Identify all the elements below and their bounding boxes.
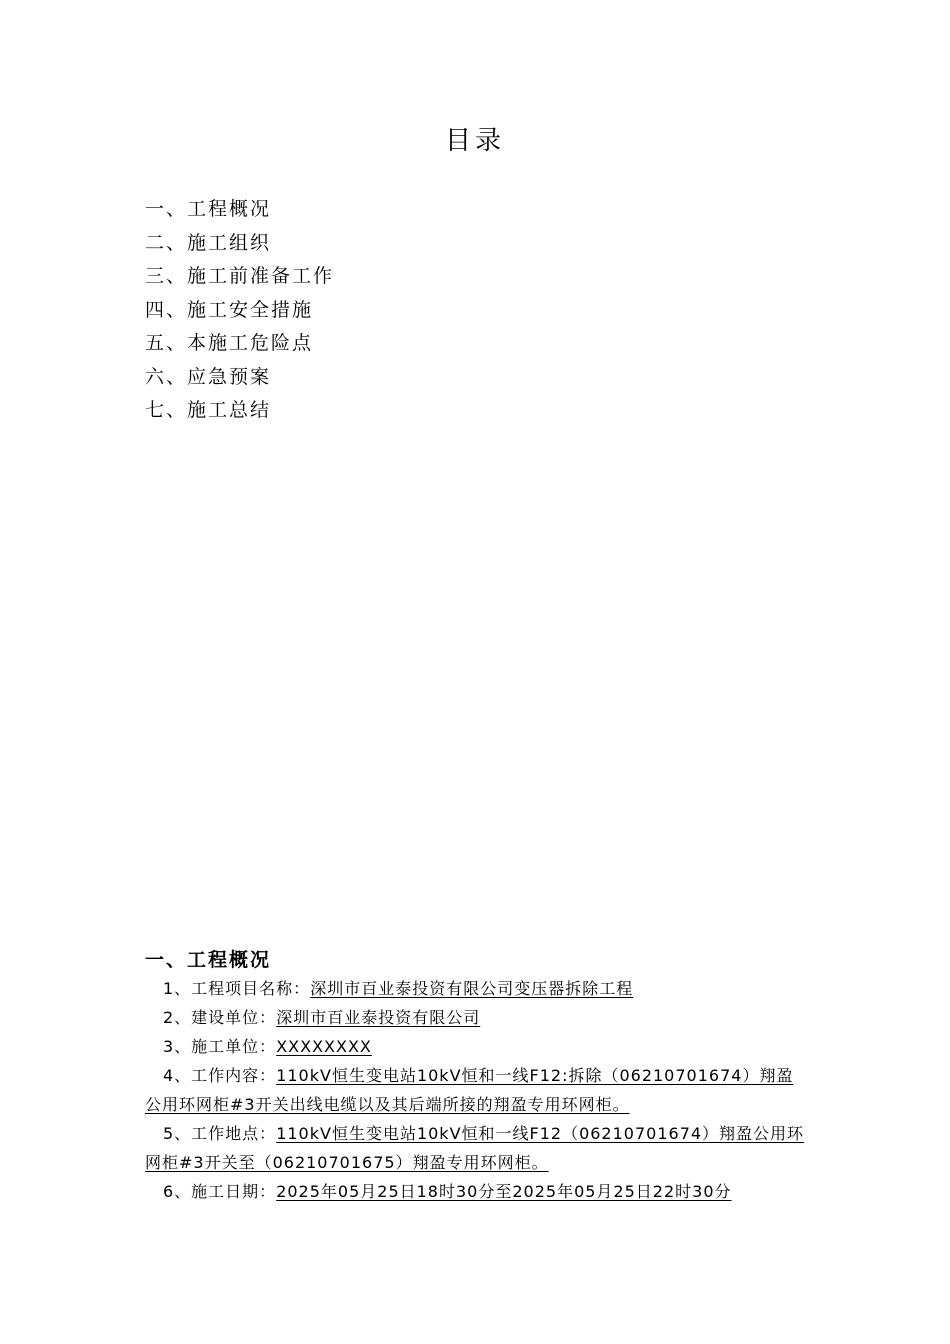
toc-item: 三、施工前准备工作 — [145, 265, 335, 287]
toc-list — [145, 193, 334, 428]
field-value: 110kV恒生变电站10kV恒和一线F12（06210701674）翔盈公用环网柜#3开关至（06210701675）翔盈专用环网柜。 — [145, 1124, 805, 1172]
contractor-line — [145, 1032, 810, 1061]
field-label: 4、工作内容： — [163, 1066, 277, 1085]
field-label: 1、工程项目名称： — [163, 979, 311, 998]
field-value: 深圳市百业泰投资有限公司变压器拆除工程 — [310, 979, 634, 998]
field-label: 3、施工单位： — [163, 1037, 277, 1056]
field-label: 5、工作地点： — [163, 1124, 277, 1143]
toc-item: 一、工程概况 — [145, 198, 272, 220]
field-label: 6、施工日期： — [163, 1182, 277, 1201]
section-heading: 一、工程概况 — [145, 949, 272, 971]
construction-date-line — [145, 1177, 810, 1206]
field-value: 110kV恒生变电站10kV恒和一线F12:拆除（06210701674）翔盈公用环网柜#3开关出线电缆以及其后端所接的翔盈专用环网柜。 — [145, 1066, 794, 1114]
field-label: 2、建设单位： — [163, 1008, 277, 1027]
toc-item: 二、施工组织 — [145, 231, 272, 254]
toc-title: 目录 — [444, 126, 505, 156]
field-value: XXXXXXXX — [276, 1037, 372, 1056]
field-value: 2025年05月25日18时30分至2025年05月25日22时30分 — [276, 1182, 732, 1201]
project-overview-section — [145, 946, 810, 1206]
work-location-line — [145, 1119, 810, 1177]
field-value: 深圳市百业泰投资有限公司 — [276, 1008, 481, 1027]
construction-unit-line — [145, 1003, 810, 1032]
project-name-line — [145, 974, 810, 1003]
toc-item: 五、本施工危险点 — [145, 332, 314, 354]
toc-item: 七、施工总结 — [145, 399, 272, 421]
toc-item: 六、应急预案 — [145, 365, 272, 388]
work-content-line — [145, 1061, 810, 1119]
toc-item: 四、施工安全措施 — [145, 298, 314, 321]
